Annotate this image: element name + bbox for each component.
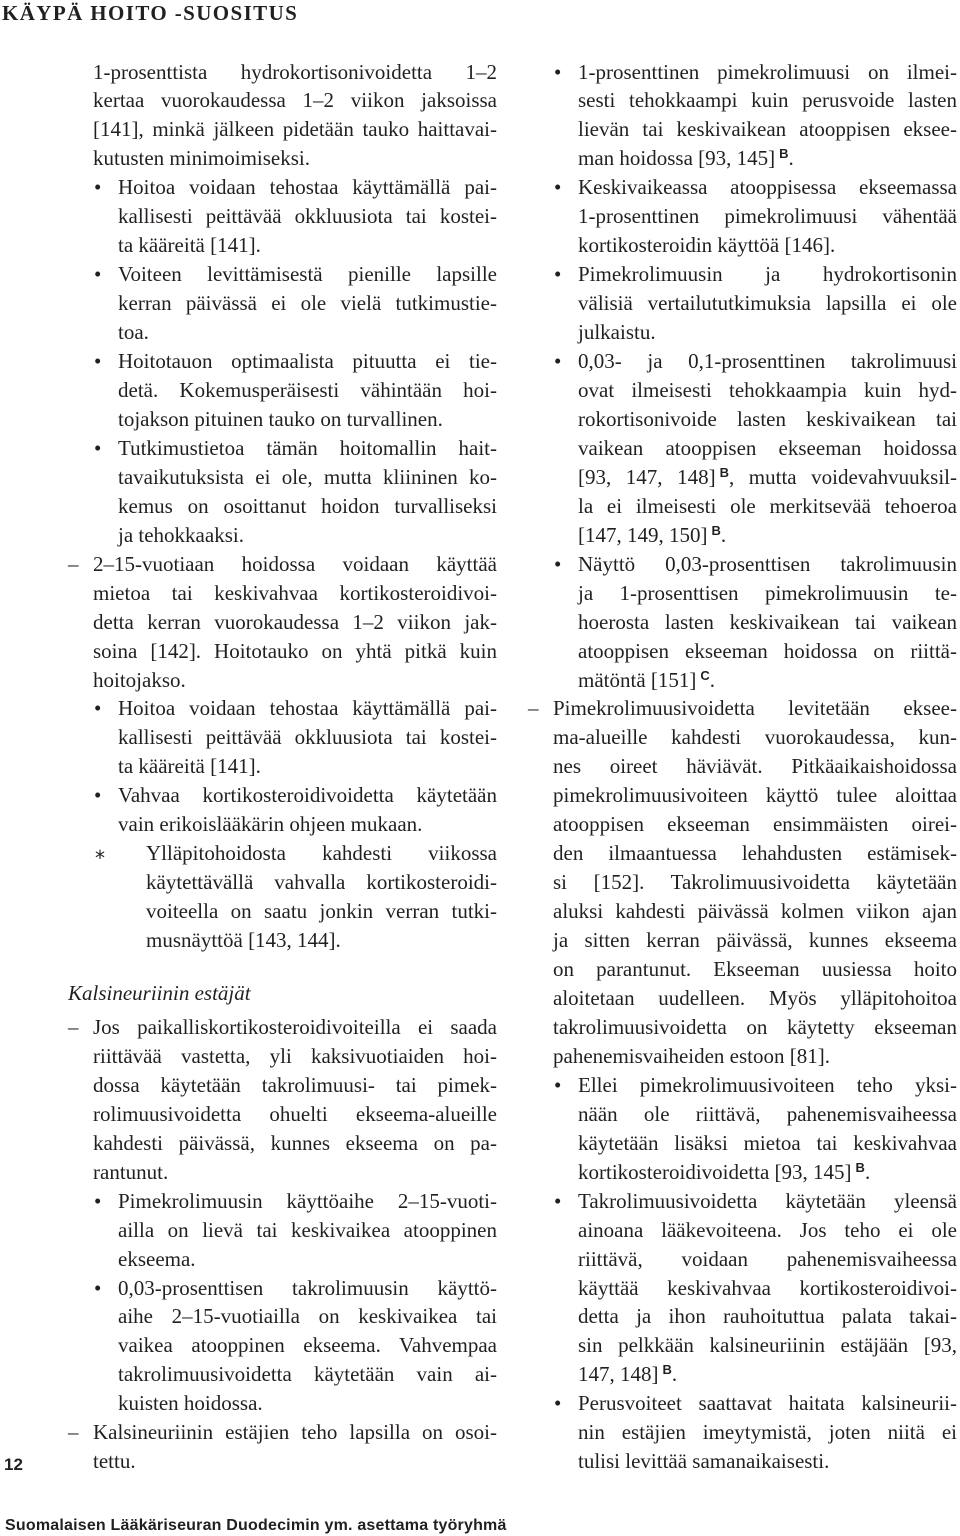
text-line: takrolimuusivoidetta on käytetty ekseeman: [553, 1014, 957, 1039]
text-line: atooppisen ekseeman hoidossa on riittä-: [578, 638, 957, 663]
bullet-marker: •: [94, 1188, 102, 1213]
text-line: 1-prosenttista hydrokortisonivoidetta 1–2: [93, 59, 497, 84]
text-line: [578, 1360, 957, 1389]
text-line: [578, 521, 957, 550]
text-line: mietoa tai keskivahvaa kortikosteroidivoi-: [93, 580, 497, 605]
dash-paragraph: [528, 694, 957, 1070]
dash-marker: –: [528, 696, 539, 721]
text-segment: [147, 149, 150]: [578, 522, 708, 547]
right-column: [528, 58, 957, 1477]
bullet-marker: •: [94, 435, 102, 460]
paragraph-continuation: [68, 58, 497, 174]
text-line: riittävää vastetta, yli kaksivuotiaiden hoi-: [93, 1043, 497, 1068]
text-line: pahenemisvaiheiden estoon [81].: [553, 1043, 830, 1068]
bullet-item: [68, 434, 497, 550]
text-segment: .: [671, 1362, 678, 1387]
text-line: Pimekrolimuusin ja hydrokortisonin: [578, 262, 957, 287]
text-line: Pimekrolimuusivoidetta levitetään eksee-: [553, 696, 957, 721]
asterisk-subitem: [68, 839, 497, 955]
text-line: nään ole riittävä, pahenemisvaiheessa: [578, 1101, 957, 1126]
bullet-item: [68, 1187, 497, 1274]
text-segment: .: [864, 1159, 871, 1184]
text-line: käytetään lisäksi mietoa tai keskivahvaa: [578, 1130, 957, 1155]
text-line: rantunut.: [93, 1159, 169, 1184]
evidence-grade-badge: C: [700, 667, 710, 683]
evidence-grade-badge: B: [779, 146, 789, 162]
text-line: aluksi kahdesti päivässä kolmen viikon ajan: [553, 899, 957, 924]
text-line: kahdesti päivässä, kunnes ekseema on pa-: [93, 1130, 497, 1155]
bullet-marker: •: [94, 696, 102, 721]
text-line: on parantunut. Ekseeman uusiessa hoito: [553, 957, 957, 982]
dash-paragraph: [68, 1013, 497, 1187]
text-segment: .: [788, 146, 794, 171]
text-line: ta kääreitä [141].: [118, 754, 261, 779]
text-line: Vahvaa kortikosteroidivoidetta käytetään: [118, 783, 497, 808]
text-line: [141], minkä jälkeen pidetään tauko haittavai-: [93, 117, 497, 142]
text-line: soina [142]. Hoitotauko on yhtä pitkä kuin: [93, 638, 497, 663]
evidence-grade-badge: B: [711, 522, 721, 538]
bullet-marker: •: [94, 349, 102, 374]
bullet-item: [528, 550, 957, 695]
text-segment: .: [709, 667, 716, 692]
bullet-item: [68, 694, 497, 781]
text-line: rolimuusivoidetta ohuelti ekseema-alueille: [93, 1101, 497, 1126]
text-line: hoitojakso.: [93, 667, 186, 692]
text-line: Tutkimustietoa tämän hoitomallin hait-: [118, 435, 497, 460]
bullet-item: [528, 260, 957, 347]
text-line: ta kääreitä [141].: [118, 233, 261, 258]
text-line: 0,03-prosenttisen takrolimuusin käyttö-: [118, 1275, 497, 1300]
text-line: julkaistu.: [578, 320, 656, 345]
bullet-item: [528, 1389, 957, 1476]
text-line: nin estäjien imeytymistä, joten niitä ei: [578, 1420, 957, 1445]
bullet-marker: •: [94, 175, 102, 200]
bullet-marker: •: [554, 349, 562, 374]
text-line: ja tehokkaaksi.: [118, 522, 244, 547]
asterisk-marker: *: [95, 846, 105, 871]
dash-paragraph: [68, 550, 497, 695]
text-line: detta ja ihon rauhoituttua palata takai-: [578, 1304, 957, 1329]
text-line: kemus on osoittanut hoidon turvalliseksi: [118, 493, 497, 518]
text-line: tulisi levittää samanaikaisesti.: [578, 1449, 830, 1474]
text-line: kuisten hoidossa.: [118, 1391, 263, 1416]
text-line: voiteella on saatu jonkin verran tutki-: [146, 899, 497, 924]
text-line: kallisesti peittävää okkluusiota tai kostei-: [118, 204, 497, 229]
text-line: vain erikoislääkärin ohjeen mukaan.: [118, 812, 423, 837]
text-line: välisiä vertailututkimuksia lapsilla ei ole: [578, 291, 957, 316]
text-line: pimekrolimuusivoiteen käyttö tulee aloittaa: [553, 783, 957, 808]
text-line: la ei ilmeisesti ole merkitsevää tehoeroa: [578, 493, 957, 518]
bullet-marker: •: [94, 1275, 102, 1300]
text-line: käytettävällä vahvalla kortikosteroidi-: [146, 870, 497, 895]
left-column: [68, 58, 497, 1477]
text-line: tojakson pituinen tauko on turvallinen.: [118, 406, 443, 431]
bullet-marker: •: [554, 1188, 562, 1213]
text-line: kortikosteroidin käyttöä [146].: [578, 233, 836, 258]
text-line: 0,03- ja 0,1-prosenttinen takrolimuusi: [578, 349, 957, 374]
running-header: KÄYPÄ HOITO -SUOSITUS: [2, 1, 299, 25]
text-line: aihe 2–15-vuotiailla on keskivaikea tai: [118, 1304, 497, 1329]
bullet-item: [68, 1274, 497, 1419]
text-line: ainoana lääkevoiteena. Jos teho ei ole: [578, 1217, 957, 1242]
text-line: musnäyttöä [143, 144].: [146, 928, 341, 953]
text-line: ekseema.: [118, 1246, 196, 1271]
dash-marker: –: [68, 551, 79, 576]
text-line: hoerosta lasten keskivaikean tai vaikean: [578, 609, 957, 634]
text-line: nes oireet häviävät. Pitkäaikaishoidossa: [553, 754, 957, 779]
text-segment: , mutta voidevahvuuksil-: [729, 464, 957, 489]
text-line: aloitetaan uudelleen. Myös ylläpitohoitoa: [553, 986, 957, 1010]
text-line: sin pelkkään kalsineuriinin estäjään [93,: [578, 1333, 957, 1358]
text-line: ovat ilmeisesti tehokkaampia kuin hyd-: [578, 377, 957, 402]
text-line: sesti tehokkaampi kuin perusvoide lasten: [578, 88, 957, 113]
text-segment: [93, 147, 148]: [578, 464, 716, 489]
text-line: Jos paikalliskortikosteroidivoiteilla ei saada: [93, 1014, 497, 1039]
text-line: tavaikutuksista ei ole, mutta kliininen ko-: [118, 464, 497, 489]
evidence-grade-badge: B: [719, 464, 729, 480]
bullet-item: [528, 1071, 957, 1187]
bullet-marker: •: [554, 1391, 562, 1416]
dash-marker: –: [68, 1420, 79, 1445]
bullet-marker: •: [554, 1072, 562, 1097]
dash-paragraph: [68, 1418, 497, 1476]
text-line: [578, 666, 957, 695]
text-line: ailla on lievä tai keskivaikea atooppinen: [118, 1217, 497, 1242]
text-line: Ylläpitohoidosta kahdesti viikossa: [146, 841, 497, 866]
bullet-marker: •: [554, 262, 562, 287]
text-line: Hoitotauon optimaalista pituutta ei tie-: [118, 349, 497, 374]
text-line: detta kerran vuorokaudessa 1–2 viikon jak-: [93, 609, 497, 634]
text-line: kerran päivässä ei ole vielä tutkimustie-: [118, 291, 497, 316]
text-segment: kortikosteroidivoidetta [93, 145]: [578, 1159, 852, 1184]
text-line: Perusvoiteet saattavat haitata kalsineurii-: [578, 1391, 957, 1416]
text-line: ja sitten kerran päivässä, kunnes ekseema: [553, 928, 957, 953]
text-line: [578, 144, 957, 173]
text-line: kallisesti peittävää okkluusiota tai kostei-: [118, 725, 497, 750]
bullet-marker: •: [94, 783, 102, 808]
evidence-grade-badge: B: [855, 1159, 865, 1175]
text-segment: man hoidossa [93, 145]: [578, 146, 776, 171]
text-line: si [152]. Takrolimuusivoidetta käytetään: [553, 870, 957, 895]
text-line: ma-alueille kahdesti vuorokaudessa, kun-: [553, 725, 957, 750]
text-line: Hoitoa voidaan tehostaa käyttämällä pai-: [118, 175, 497, 200]
text-segment: mätöntä [151]: [578, 667, 697, 692]
dash-marker: –: [68, 1014, 79, 1039]
bullet-item: [68, 781, 497, 839]
text-line: vaikea atooppinen ekseema. Vahvempaa: [118, 1333, 497, 1358]
page-number: 12: [4, 1455, 23, 1474]
bullet-item: [68, 173, 497, 260]
bullet-item: [68, 260, 497, 347]
text-line: dossa käytetään takrolimuusi- tai pimek-: [93, 1072, 497, 1097]
text-segment: .: [720, 522, 727, 547]
bullet-item: [68, 347, 497, 434]
text-line: Hoitoa voidaan tehostaa käyttämällä pai-: [118, 696, 497, 721]
text-line: 2–15-vuotiaan hoidossa voidaan käyttää: [93, 551, 497, 576]
text-line: 1-prosenttinen pimekrolimuusi vähentää: [578, 204, 957, 229]
text-line: tettu.: [93, 1449, 136, 1474]
bullet-marker: •: [94, 262, 102, 287]
text-line: kutusten minimoimiseksi.: [93, 146, 311, 171]
text-line: Voiteen levittämisestä pienille lapsille: [118, 262, 497, 287]
text-line: takrolimuusivoidetta käytetään vain ai-: [118, 1362, 497, 1387]
text-line: kertaa vuorokaudessa 1–2 viikon jaksoissa: [93, 88, 497, 113]
text-line: 1-prosenttinen pimekrolimuusi on ilmei-: [578, 59, 957, 84]
text-line: Keskivaikeassa atooppisessa ekseemassa: [578, 175, 957, 200]
bullet-item: [528, 1187, 957, 1390]
text-segment: 147, 148]: [578, 1362, 659, 1387]
text-line: riittävä, voidaan pahenemisvaiheessa: [578, 1246, 957, 1271]
text-line: [578, 1158, 957, 1187]
bullet-item: [528, 58, 957, 174]
text-line: detä. Kokemusperäisesti vähintään hoi-: [118, 377, 497, 402]
text-line: Ellei pimekrolimuusivoiteen teho yksi-: [578, 1072, 957, 1097]
text-line: käyttää keskivahvaa kortikosteroidivoi-: [578, 1275, 957, 1300]
text-line: lievän tai keskivaikean atooppisen eksee-: [578, 117, 957, 142]
text-line: Pimekrolimuusin käyttöaihe 2–15-vuoti-: [118, 1188, 497, 1213]
bullet-marker: •: [554, 59, 562, 84]
section-heading: Kalsineuriinin estäjät: [68, 981, 251, 1006]
text-line: rokortisonivoide lasten keskivaikean tai: [578, 406, 957, 431]
text-line: atooppisen ekseeman ensimmäisten oirei-: [553, 812, 957, 837]
text-line: Näyttö 0,03-prosenttisen takrolimuusin: [578, 551, 957, 576]
text-line: Kalsineuriinin estäjien teho lapsilla on osoi-: [93, 1420, 497, 1445]
text-line: toa.: [118, 320, 149, 345]
text-line: [578, 463, 957, 492]
text-line: den ilmaantuessa lehahdusten estämisek-: [553, 841, 957, 866]
text-line: ja 1-prosenttisen pimekrolimuusin te-: [578, 580, 957, 605]
bullet-marker: •: [554, 551, 562, 576]
bullet-marker: •: [554, 175, 562, 200]
bullet-item: [528, 173, 957, 260]
bullet-item: [528, 347, 957, 550]
evidence-grade-badge: B: [662, 1362, 672, 1378]
page-footer: Suomalaisen Lääkäriseuran Duodecimin ym. asettama työryhmä: [5, 1517, 507, 1534]
text-line: Takrolimuusivoidetta käytetään yleensä: [578, 1188, 957, 1213]
text-line: vaikean atooppisen ekseeman hoidossa: [578, 435, 957, 460]
